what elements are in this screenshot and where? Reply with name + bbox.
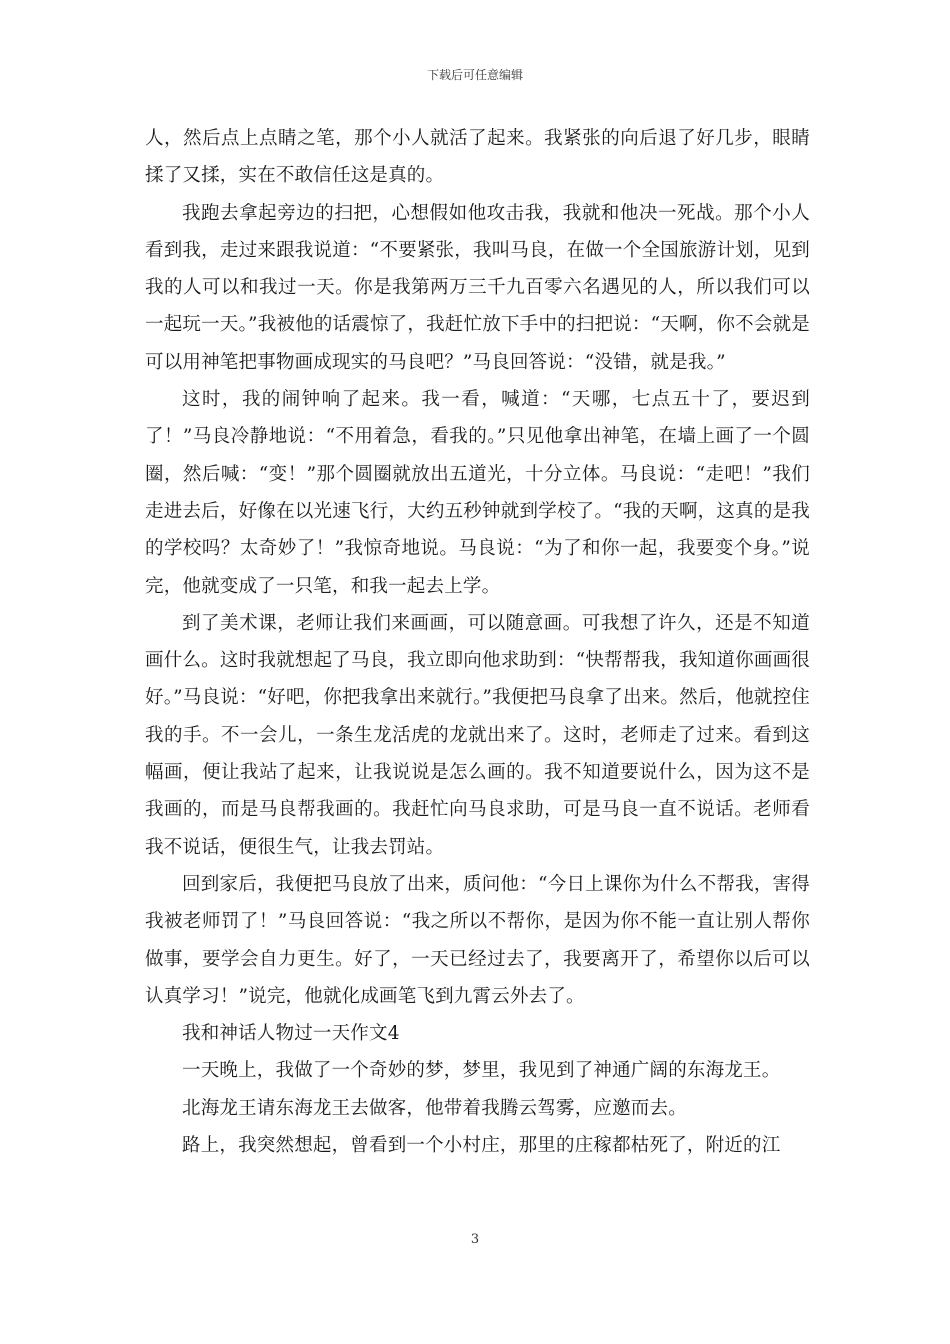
paragraph: 一天晚上，我做了一个奇妙的梦，梦里，我见到了神通广阔的东海龙王。 xyxy=(182,1060,781,1082)
paragraph: 我跑去拿起旁边的扫把，心想假如他攻击我，我就和他决一死战。那个小人看到我，走过来跟我说道：“不要紧张，我叫马良，在做一个全国旅游计划，见到我的人可以和我过一天。你是我第两万三千九百零六名遇见的人，所以我们可以一起玩一天。”我被他的话震惊了，我赶忙放下手中的扫把说：“天啊，你不会就是可以用神笔把事物画成现实的马良吧？”马良回答说：“没错，就是我。” xyxy=(145,202,810,373)
page-number: 3 xyxy=(470,1232,480,1247)
paragraph-continued: 人，然后点上点睛之笔，那个小人就活了起来。我紧张的向后退了好几步，眼睛揉了又揉，实在不敢信任这是真的。 xyxy=(145,128,810,187)
paragraph: 到了美术课，老师让我们来画画，可以随意画。可我想了许久，还是不知道画什么。这时我就想起了马良，我立即向他求助到：“快帮帮我，我知道你画画很好。”马良说：“好吧，你把我拿出来就行。”我便把马良拿了出来。然后，他就控住我的手。不一会儿，一条生龙活虎的龙就出来了。这时，老师走了过来。看到这幅画，便让我站了起来，让我说说是怎么画的。我不知道要说什么，因为这不是我画的，而是马良帮我画的。我赶忙向马良求助，可是马良一直不说话。老师看我不说话，便很生气，让我去罚站。 xyxy=(145,612,810,858)
paragraph: 北海龙王请东海龙王去做客，他带着我腾云驾雾，应邀而去。 xyxy=(182,1097,687,1119)
paragraph: 路上，我突然想起，曾看到一个小村庄，那里的庄稼都枯死了，附近的江 xyxy=(182,1135,781,1157)
page-header: 下载后可任意编辑 xyxy=(426,68,523,82)
document-body xyxy=(145,120,810,1164)
paragraph: 这时，我的闹钟响了起来。我一看，喊道：“天哪，七点五十了，要迟到了！”马良冷静地说：“不用着急，看我的。”只见他拿出神笔，在墙上画了一个圆圈，然后喊：“变！”那个圆圈就放出五道光，十分立体。马良说：“走吧！”我们走进去后，好像在以光速飞行，大约五秒钟就到学校了。“我的天啊，这真的是我的学校吗？太奇妙了！”我惊奇地说。马良说：“为了和你一起，我要变个身。”说完，他就变成了一只笔，和我一起去上学。 xyxy=(145,389,810,597)
essay-title: 我和神话人物过一天作文4 xyxy=(182,1023,400,1045)
paragraph: 回到家后，我便把马良放了出来，质问他：“今日上课你为什么不帮我，害得我被老师罚了！”马良回答说：“我之所以不帮你，是因为你不能一直让别人帮你做事，要学会自力更生。好了，一天已经过去了，我要离开了，希望你以后可以认真学习！”说完，他就化成画笔飞到九霄云外去了。 xyxy=(145,873,810,1007)
